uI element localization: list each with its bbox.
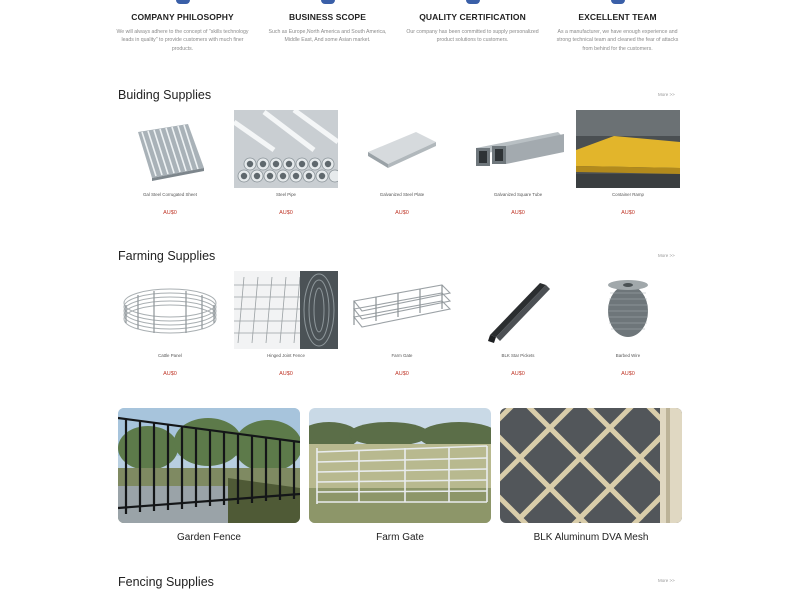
product-price: AU$0 <box>621 210 635 216</box>
product-card-corrugated-sheet[interactable] <box>118 110 222 216</box>
team-icon <box>611 0 625 4</box>
feature-text: As a manufacturer, we have enough experience and strong technical team and cleaned the fear of attacks from behind for the customers. <box>556 29 679 52</box>
product-price: AU$0 <box>163 210 177 216</box>
product-card-steel-plate[interactable] <box>350 110 454 216</box>
product-name[interactable]: Galvanized Steel Plate <box>379 192 425 197</box>
product-price: AU$0 <box>163 371 177 377</box>
more-link-fencing[interactable]: More >> <box>658 578 675 583</box>
feature-quality-certification <box>400 0 545 75</box>
product-card-square-tube[interactable] <box>466 110 570 216</box>
banner-image[interactable] <box>500 408 682 523</box>
feature-text: We will always adhere to the concept of "skills technology leads in quality" to provide customers with much finer products. <box>116 29 249 52</box>
product-price: AU$0 <box>395 371 409 377</box>
more-link-building[interactable]: More >> <box>658 92 675 97</box>
product-name[interactable]: Barbed Wire <box>615 353 641 358</box>
product-image[interactable] <box>466 110 570 188</box>
certification-icon <box>466 0 480 4</box>
feature-title: COMPANY PHILOSOPHY <box>131 12 234 22</box>
banner-label[interactable]: Farm Gate <box>376 532 424 543</box>
product-image[interactable] <box>234 110 338 188</box>
features-strip <box>110 0 690 75</box>
product-price: AU$0 <box>279 371 293 377</box>
banner-image[interactable] <box>309 408 491 523</box>
product-card-cattle-panel[interactable] <box>118 271 222 377</box>
philosophy-icon <box>176 0 190 4</box>
banner-label[interactable]: BLK Aluminum DVA Mesh <box>533 532 649 543</box>
feature-title: QUALITY CERTIFICATION <box>419 12 526 22</box>
product-name[interactable]: Farm Gate <box>391 353 413 358</box>
product-price: AU$0 <box>511 210 525 216</box>
product-image[interactable] <box>576 110 680 188</box>
section-title-fencing-supplies: Fencing Supplies <box>118 575 214 589</box>
banner-image[interactable] <box>118 408 300 523</box>
more-link-farming[interactable]: More >> <box>658 253 675 258</box>
product-image[interactable] <box>118 110 222 188</box>
banner-aluminum-dva-mesh[interactable] <box>500 408 682 543</box>
banner-farm-gate[interactable] <box>309 408 491 543</box>
product-name[interactable]: Hinged Joint Fence <box>267 353 305 358</box>
feature-company-philosophy <box>110 0 255 75</box>
banner-label[interactable]: Garden Fence <box>177 532 241 543</box>
product-card-steel-pipe[interactable] <box>234 110 338 216</box>
product-price: AU$0 <box>621 371 635 377</box>
product-image[interactable] <box>234 271 338 349</box>
farming-products-row <box>118 271 686 391</box>
product-name[interactable]: Container Ramp <box>612 192 644 197</box>
product-image[interactable] <box>466 271 570 349</box>
product-image[interactable] <box>576 271 680 349</box>
product-image[interactable] <box>350 110 454 188</box>
section-title-building-supplies: Buiding Supplies <box>118 88 212 102</box>
feature-business-scope <box>255 0 400 75</box>
product-name[interactable]: Cattle Panel <box>158 353 182 358</box>
product-price: AU$0 <box>279 210 293 216</box>
scope-icon <box>321 0 335 4</box>
banner-garden-fence[interactable] <box>118 408 300 543</box>
product-card-farm-gate[interactable] <box>350 271 454 377</box>
product-name[interactable]: Steel Pipe <box>275 192 296 197</box>
feature-title: EXCELLENT TEAM <box>578 12 657 22</box>
product-card-star-pickets[interactable] <box>466 271 570 377</box>
product-card-barbed-wire[interactable] <box>576 271 680 377</box>
feature-excellent-team <box>545 0 690 75</box>
product-card-container-ramp[interactable] <box>576 110 680 216</box>
feature-text: Such as Europe,North America and South America, Middle East, And some Asian market. <box>268 29 387 44</box>
product-name[interactable]: Galvanized Square Tube <box>493 192 543 197</box>
feature-title: BUSINESS SCOPE <box>289 12 366 22</box>
product-image[interactable] <box>118 271 222 349</box>
category-banners <box>118 408 682 548</box>
feature-text: Our company has been committed to supply personalized product solutions to customers. <box>406 29 539 44</box>
product-card-hinged-joint-fence[interactable] <box>234 271 338 377</box>
building-products-row <box>118 110 686 230</box>
product-name[interactable]: BLK Star Pickets <box>501 353 535 358</box>
product-price: AU$0 <box>511 371 525 377</box>
product-price: AU$0 <box>395 210 409 216</box>
product-name[interactable]: Gal Steel Corrugated Sheet <box>143 192 197 197</box>
product-image[interactable] <box>350 271 454 349</box>
section-title-farming-supplies: Farming Supplies <box>118 249 216 263</box>
